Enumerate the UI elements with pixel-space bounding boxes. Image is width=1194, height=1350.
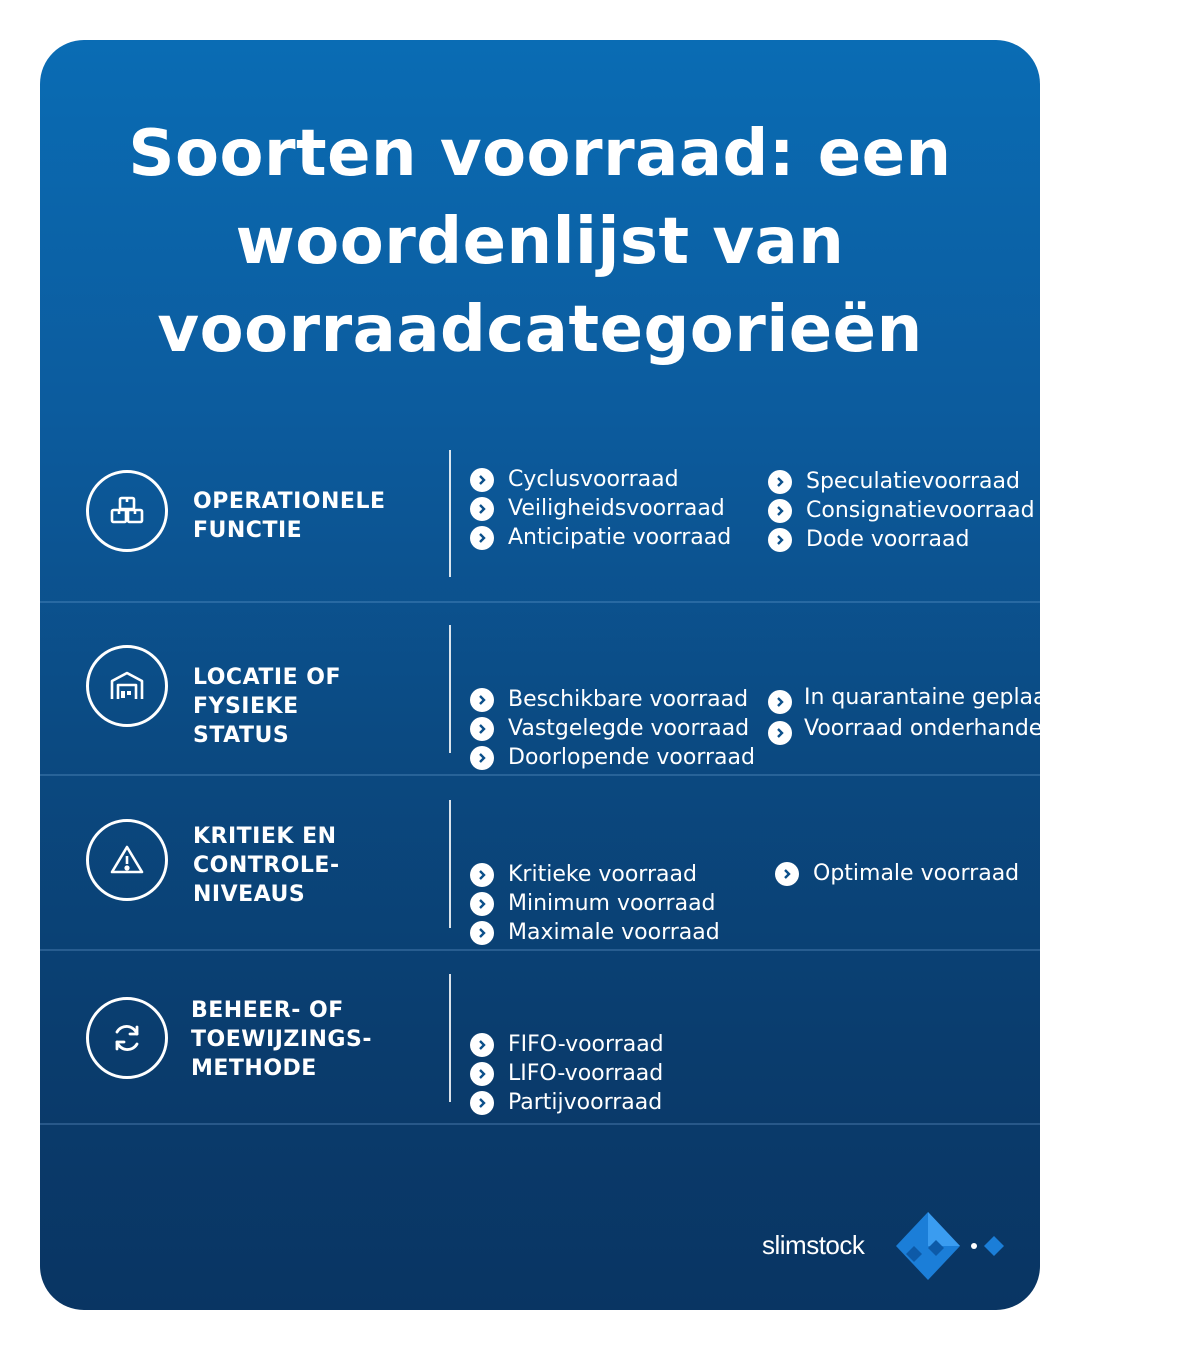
category-label: BEHEER- OF TOEWIJZINGS- METHODE	[191, 998, 372, 1081]
list-item: Speculatievoorraad	[768, 467, 1035, 496]
slimstock-logo	[762, 1210, 1002, 1290]
list-item: LIFO-voorraad	[470, 1059, 664, 1088]
boxes-icon	[107, 491, 147, 531]
chevron-right-icon	[470, 468, 494, 492]
item-list-right	[768, 683, 1194, 745]
category-icon-circle	[86, 470, 168, 552]
category-row-beheer-methode	[40, 951, 1040, 1125]
list-item: Maximale voorraad	[470, 918, 720, 947]
chevron-right-icon	[470, 921, 494, 945]
chevron-right-icon	[470, 892, 494, 916]
warning-icon	[107, 840, 147, 880]
category-icon-circle	[86, 645, 168, 727]
brand-name: slimstock	[762, 1230, 865, 1260]
list-item: Partijvoorraad	[470, 1088, 664, 1117]
list-item: Kritieke voorraad	[470, 860, 720, 889]
chevron-right-icon	[470, 1033, 494, 1057]
item-list-left	[470, 685, 755, 772]
chevron-right-icon	[470, 746, 494, 770]
item-list-right	[775, 859, 1019, 888]
chevron-right-icon	[470, 497, 494, 521]
column-divider	[449, 625, 451, 753]
category-label: KRITIEK EN CONTROLE- NIVEAUS	[193, 824, 340, 907]
list-item: Dode voorraad	[768, 525, 1035, 554]
chevron-right-icon	[768, 499, 792, 523]
chevron-right-icon	[768, 721, 792, 745]
warehouse-icon	[107, 666, 147, 706]
item-list-right	[768, 467, 1035, 554]
chevron-right-icon	[768, 528, 792, 552]
item-list-left	[470, 860, 720, 947]
slimstock-diamond-logo	[888, 1210, 1004, 1282]
chevron-right-icon	[768, 690, 792, 714]
list-item: Vastgelegde voorraad	[470, 714, 755, 743]
list-item: Anticipatie voorraad	[470, 523, 731, 552]
item-list-left	[470, 1030, 664, 1117]
chevron-right-icon	[470, 526, 494, 550]
chevron-right-icon	[470, 1062, 494, 1086]
item-list-left	[470, 465, 731, 552]
title-line: woordenlijst van	[235, 205, 845, 279]
column-divider	[449, 800, 451, 928]
page-title	[60, 110, 1020, 374]
column-divider	[449, 450, 451, 577]
category-row-locatie-status	[40, 603, 1194, 776]
category-label: OPERATIONELE FUNCTIE	[193, 489, 386, 543]
list-item: Doorlopende voorraad	[470, 743, 755, 772]
list-item: Minimum voorraad	[470, 889, 720, 918]
list-item: Beschikbare voorraad	[470, 685, 755, 714]
category-row-operationele-functie	[40, 450, 1040, 603]
category-row-kritiek-controle	[40, 776, 1040, 951]
chevron-right-icon	[768, 470, 792, 494]
list-item: Voorraad onderhanden werk (WIP)	[768, 714, 1033, 745]
chevron-right-icon	[470, 688, 494, 712]
category-icon-circle	[86, 819, 168, 901]
infographic-card	[40, 40, 1194, 1310]
list-item: Consignatievoorraad	[768, 496, 1035, 525]
chevron-right-icon	[775, 862, 799, 886]
category-icon-circle	[86, 997, 168, 1079]
list-item: FIFO-voorraad	[470, 1030, 664, 1059]
title-line: Soorten voorraad: een	[128, 117, 952, 191]
chevron-right-icon	[470, 1091, 494, 1115]
category-label: LOCATIE OF FYSIEKE STATUS	[193, 665, 342, 748]
list-item: In quarantaine geplaatste voorraad	[768, 683, 1033, 714]
row-separator	[40, 1123, 1040, 1125]
refresh-icon	[107, 1018, 147, 1058]
list-item: Cyclusvoorraad	[470, 465, 731, 494]
column-divider	[449, 974, 451, 1102]
list-item: Veiligheidsvoorraad	[470, 494, 731, 523]
chevron-right-icon	[470, 863, 494, 887]
chevron-right-icon	[470, 717, 494, 741]
title-line: voorraadcategorieën	[157, 293, 923, 367]
list-item: Optimale voorraad	[775, 859, 1019, 888]
